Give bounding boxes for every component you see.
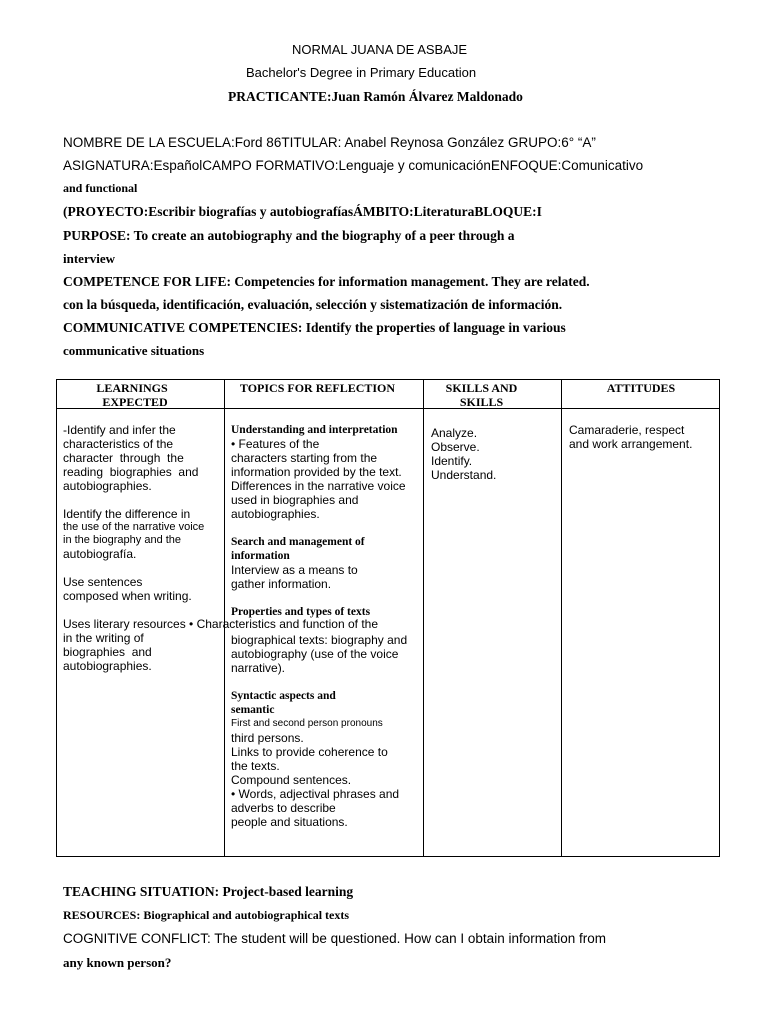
- learning-line: Identify the difference in: [63, 507, 191, 521]
- topic-line: Compound sentences.: [231, 773, 352, 787]
- learning-line: in the biography and the: [63, 534, 182, 546]
- skill-item: Analyze.: [431, 426, 478, 440]
- topic-heading: information: [231, 550, 290, 562]
- topic-line: • Features of the: [231, 437, 320, 451]
- degree-title: Bachelor's Degree in Primary Education: [246, 65, 477, 80]
- topic-line: information provided by the text.: [231, 465, 402, 479]
- school-name: NORMAL JUANA DE ASBAJE: [292, 42, 468, 57]
- topic-line: biographical texts: biography and: [231, 633, 408, 647]
- topic-line: the texts.: [231, 759, 280, 773]
- attitude-line: and work arrangement.: [569, 437, 693, 451]
- teaching-situation: TEACHING SITUATION: Project-based learning: [63, 884, 354, 899]
- skills-cell: [431, 426, 556, 482]
- learning-line: autobiographies.: [63, 659, 152, 673]
- practicante-line: PRACTICANTE:Juan Ramón Álvarez Maldonado: [228, 89, 523, 104]
- learning-line: characteristics of the: [63, 437, 174, 451]
- header-learnings: LEARNINGS EXPECTED: [96, 381, 168, 409]
- header-topics: TOPICS FOR REFLECTION: [239, 381, 396, 395]
- learning-line: composed when writing.: [63, 589, 192, 603]
- communicative-line: COMMUNICATIVE COMPETENCIES: Identify the properties of language in various: [63, 320, 566, 335]
- attitudes-cell: [569, 423, 717, 451]
- topic-line: autobiographies.: [231, 507, 320, 521]
- column-divider-3: [561, 380, 562, 856]
- topic-line: characters starting from the: [231, 451, 378, 465]
- communicative-continuation: communicative situations: [63, 343, 205, 358]
- topic-heading: Search and management of: [231, 536, 365, 548]
- learning-line: autobiografía.: [63, 547, 137, 561]
- topic-line: gather information.: [231, 577, 332, 591]
- learning-line: in the writing of: [63, 631, 144, 645]
- learning-line: reading biographies and: [63, 465, 199, 479]
- purpose-line: PURPOSE: To create an autobiography and the biography of a peer through a: [63, 228, 515, 243]
- skill-item: Identify.: [431, 454, 473, 468]
- topic-line: third persons.: [231, 731, 304, 745]
- column-divider-2: [423, 380, 424, 856]
- header-attitudes: ATTITUDES: [606, 381, 676, 395]
- competence-continuation: con la búsqueda, identificación, evaluación, selección y sistematización de información.: [63, 297, 563, 312]
- cognitive-continuation: any known person?: [63, 955, 172, 970]
- header-skills: SKILLS AND SKILLS: [445, 381, 518, 409]
- learning-line: Uses literary resources • Characteristics and function of the: [63, 617, 378, 631]
- skill-item: Understand.: [431, 468, 497, 482]
- topic-heading: semantic: [231, 704, 275, 716]
- approach-continuation: and functional: [63, 181, 138, 195]
- resources-line: RESOURCES: Biographical and autobiographical texts: [63, 908, 350, 922]
- topic-line: Differences in the narrative voice: [231, 479, 406, 493]
- topic-line: people and situations.: [231, 815, 348, 829]
- competence-line: COMPETENCE FOR LIFE: Competencies for information management. They are related.: [63, 274, 590, 289]
- attitude-line: Camaraderie, respect: [569, 423, 685, 437]
- purpose-continuation: interview: [63, 251, 115, 266]
- topic-heading: Understanding and interpretation: [231, 424, 398, 436]
- cognitive-conflict: COGNITIVE CONFLICT: The student will be questioned. How can I obtain information from: [63, 931, 606, 946]
- learning-line: Use sentences: [63, 575, 143, 589]
- topic-line: narrative).: [231, 661, 286, 675]
- topic-line: Links to provide coherence to: [231, 745, 388, 759]
- learning-line: character through the: [63, 451, 184, 465]
- planning-table: [56, 379, 720, 857]
- subject-info-line: ASIGNATURA:EspañolCAMPO FORMATIVO:Lenguaje y comunicaciónENFOQUE:Comunicativo: [63, 158, 644, 173]
- topic-line: • Words, adjectival phrases and: [231, 787, 400, 801]
- topic-line: used in biographies and: [231, 493, 359, 507]
- topic-line: Interview as a means to: [231, 563, 358, 577]
- topic-line: First and second person pronouns: [231, 718, 383, 729]
- learning-line: the use of the narrative voice: [63, 521, 205, 533]
- learning-line: -Identify and infer the: [63, 423, 176, 437]
- topic-heading: Properties and types of texts: [231, 606, 371, 618]
- topic-line: adverbs to describe: [231, 801, 336, 815]
- topic-line: autobiography (use of the voice: [231, 647, 399, 661]
- topics-cell: [231, 423, 421, 829]
- topic-heading: Syntactic aspects and: [231, 690, 336, 702]
- school-info-line: NOMBRE DE LA ESCUELA:Ford 86TITULAR: Anabel Reynosa González GRUPO:6° “A”: [63, 135, 596, 150]
- learning-line: autobiographies.: [63, 479, 152, 493]
- learning-line: biographies and: [63, 645, 152, 659]
- project-line: (PROYECTO:Escribir biografías y autobiografíasÁMBITO:LiteraturaBLOQUE:I: [63, 204, 542, 219]
- skill-item: Observe.: [431, 440, 480, 454]
